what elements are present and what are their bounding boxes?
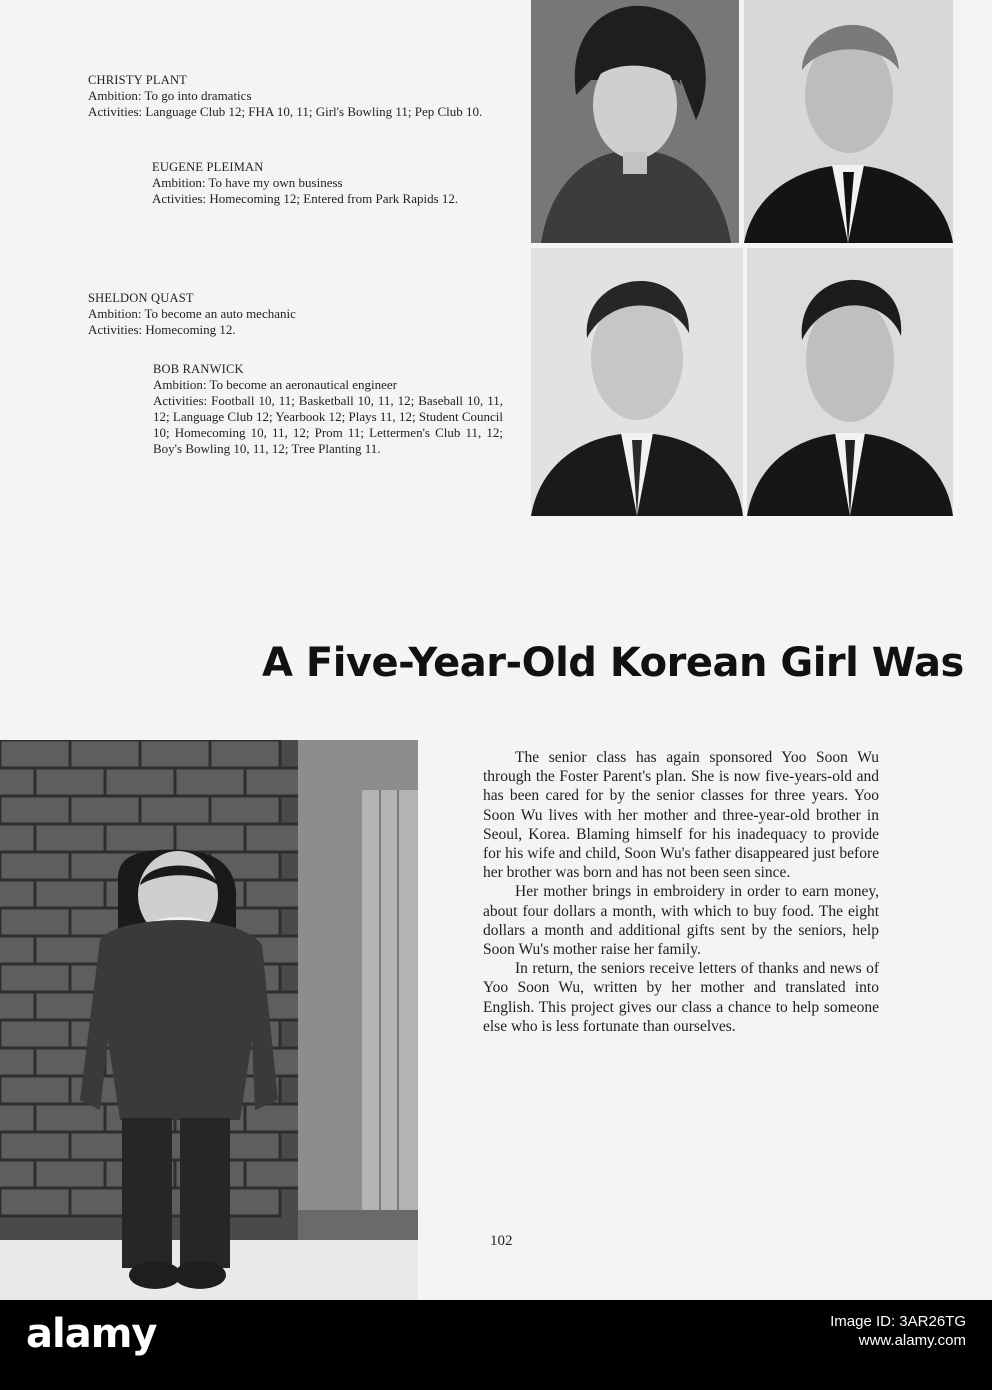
senior-ambition: Ambition: To become an aeronautical engineer (153, 377, 397, 392)
article-paragraph: Her mother brings in embroidery in order to earn money, about four dollars a month, with which to buy food. The eight dollars a month and additional gifts sent by the seniors, help Soon Wu's mother raise her family. (483, 883, 879, 959)
page-number: 102 (490, 1233, 513, 1249)
site-url: www.alamy.com (858, 1332, 966, 1349)
senior-activities: Activities: Homecoming 12; Entered from Park Rapids 12. (152, 191, 459, 206)
article-paragraph: The senior class has again sponsored Yoo Soon Wu through the Foster Parent's plan. She is now five-years-old and has been cared for by the senior classes for three years. Yoo Soon Wu lives with her mother and three-year-old brother in Seoul, Korea. Blaming himself for his inadequacy to provide for his wife and child, Soon Wu's father disappeared just before her brother was born and has not been seen since. (483, 749, 879, 882)
senior-ambition: Ambition: To become an auto mechanic (88, 306, 296, 321)
alamy-logo: alamy (26, 1311, 157, 1357)
senior-activities: Activities: Homecoming 12. (88, 322, 236, 337)
portrait-photo-christy-plant (531, 0, 739, 243)
senior-bio-christy-plant (88, 72, 500, 120)
portrait-photo-sheldon-quast (531, 248, 743, 516)
image-id: Image ID: 3AR26TG (830, 1313, 966, 1330)
senior-activities: Activities: Language Club 12; FHA 10, 11; Girl's Bowling 11; Pep Club 10. (88, 104, 483, 119)
senior-ambition: Ambition: To have my own business (152, 175, 343, 190)
senior-name: CHRISTY PLANT (88, 73, 188, 87)
portrait-photo-bob-ranwick (747, 248, 953, 516)
image-id-label (830, 1312, 966, 1350)
senior-name: SHELDON QUAST (88, 291, 194, 305)
senior-bio-bob-ranwick (153, 361, 503, 457)
article-paragraph: In return, the seniors receive letters of thanks and news of Yoo Soon Wu, written by her mother and translated into English. This project gives our class a chance to help someone else who is less fortunate than ourselves. (483, 960, 879, 1035)
senior-bio-eugene-pleiman (152, 159, 497, 207)
senior-name: EUGENE PLEIMAN (152, 160, 264, 174)
senior-activities: Activities: Football 10, 11; Basketball 10, 11, 12; Baseball 10, 11, 12; Language Club 12; Yearbook 12; Plays 11, 12; Student Council 10; Homecoming 10, 11, 12; Prom 11; Lettermen's Club 11, 12; Boy's Bowling 10, 11, 12; Tree Planting 11. (153, 393, 503, 456)
senior-ambition: Ambition: To go into dramatics (88, 88, 252, 103)
senior-name: BOB RANWICK (153, 362, 244, 376)
article-headline: A Five-Year-Old Korean Girl Was (262, 640, 964, 686)
portrait-photo-eugene-pleiman (744, 0, 953, 243)
child-photo (0, 740, 418, 1300)
senior-bio-sheldon-quast (88, 290, 500, 338)
article-body (483, 748, 879, 1036)
